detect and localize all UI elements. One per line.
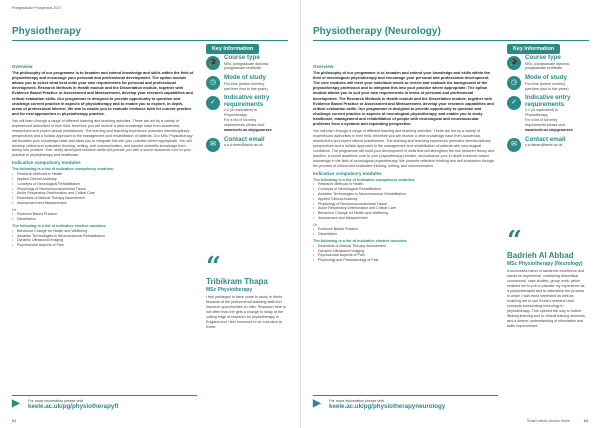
quote-role: MSc Physiotherapy: [206, 286, 253, 293]
main-column: [12, 64, 194, 250]
list-item: • Assessment and Measurement: [12, 201, 194, 206]
contact-email-link[interactable]: s.a.d.three@keele.ac.uk: [224, 143, 263, 148]
key-info-tab: Key Information: [507, 44, 560, 54]
overview-body: You will learn through a range of different learning and teaching activities. These are led by a variety of experienced authorities in their field, therefore you will receive a wide knowledge base from academics, researchers and expert clinical practitioners. The learning and teaching experience promotes interdisciplinary perspectives and a holistic approach to the management and rehabilitation of patients. Our MSc Physiotherapy will broaden your knowledge base and allow you to integrate this into your practice where appropriate. You will develop critical and evaluative thinking, writing, and communication, and transfer scientific knowledge from theory into practice. Your newly developed research skills will provide you with a sound academic core to your practice in physiotherapy and healthcare.: [12, 118, 193, 158]
list-item: • Assistive Technologies in Neuromuscular Rehabilitation: [313, 192, 495, 197]
list-item: • Applied Clinical Anatomy: [12, 177, 194, 182]
list-item: • Concepts of Neurological Rehabilitation: [313, 187, 495, 192]
more-info: [12, 395, 197, 410]
overview-heading: Overview: [313, 64, 334, 69]
footer-brand: Smart minds choose Keele: [527, 419, 570, 423]
list-item: • Applied Clinical Anatomy: [313, 197, 495, 202]
list-item: • Evidence Based Practice: [313, 227, 495, 232]
key-contact-email: ✉ Contact email s.a.dlimar@keele.ac.uk: [507, 137, 587, 148]
elective-list: [313, 244, 495, 263]
list-item: • Behaviour Change for Health and Wellbeing: [12, 229, 194, 234]
pgcourses-link[interactable]: www.keele.ac.uk/pgcourses: [224, 127, 272, 132]
modules-heading: Indicative compulsory modules: [313, 170, 382, 176]
compulsory-list-b: [313, 227, 495, 237]
list-item: • Psychosocial Aspects of Pain: [313, 253, 495, 258]
clock-icon: ◷: [507, 76, 521, 90]
list-item: • Dynamic Ultrasound Imaging: [313, 249, 495, 254]
student-quote: [206, 252, 286, 330]
list-item: • Essentials of Manual Therapy Assessment: [12, 196, 194, 201]
key-course-type: 🎓 Course type MSc, postgraduate diploma, postgraduate certificate: [206, 55, 286, 71]
list-item: • Dissertation: [313, 232, 495, 237]
key-entry-requirements: ✓ Indicative entry requirements 2:2 (or equivalent) in Physiotherapy For a list of full entry requirements please visit: www.keele.ac.uk/pgcourses: [206, 95, 286, 132]
main-column: [313, 64, 495, 265]
compulsory-list: [313, 182, 495, 220]
arrow-right-icon: ▶: [313, 398, 321, 409]
list-item: • Physiology and Pharmacology of Pain: [313, 258, 495, 263]
list-item: • Assistive Technologies in Neuromuscular Rehabilitation: [12, 234, 194, 239]
list-item: • Research Methods in Health: [313, 182, 495, 187]
list-item: • Dissertation: [12, 217, 194, 222]
page-number: 62: [12, 419, 17, 423]
list-item: • Concepts of Neurological Rehabilitation: [12, 182, 194, 187]
compulsory-list-b: [12, 212, 194, 222]
list-item: • Evidence Based Practice: [12, 212, 194, 217]
overview-lead: The philosophy of our programme is to broaden and extend your knowledge and skills within the field of neurological physiotherapy and encourage your personal and professional development. The core modules will meet your individual needs to review and evaluate the background of the physiotherapy profession and to integrate this into your practice where appropriate. The option module allows you to suit your own requirements in terms of personal and professional development. The Research Methods in Health module and the Dissertation module, together with Evidence Based Practice or Assessment and Measurement, develop your research capabilities and critical evaluation skills. Our programme is designed to provide opportunity to question and challenge current practice in aspects of neurological physiotherapy, and enable you to study healthcare, management and rehabilitation of people with neurological and neuromuscular problems from a dynamic and expanding perspective.: [313, 70, 494, 127]
title-rule: [12, 40, 288, 41]
overview-heading: Overview: [12, 64, 33, 69]
checklist-icon: ✓: [507, 96, 521, 110]
list-item: • Dynamic Ultrasound Imaging: [12, 238, 194, 243]
arrow-right-icon: ▶: [12, 398, 20, 409]
more-info-label: For more information please visit: [329, 399, 385, 403]
compulsory-intro: The following is a list of indicative compulsory modules:: [313, 177, 416, 182]
key-info-tab: Key Information: [206, 44, 259, 54]
elective-intro: The following is a list of indicative elective modules:: [12, 223, 107, 228]
elective-intro: The following is a list of indicative elective modules:: [313, 238, 408, 243]
elective-list: [12, 229, 194, 248]
key-contact-email: ✉ Contact email s.a.d.three@keele.ac.uk: [206, 137, 286, 148]
contact-email-link[interactable]: s.a.dlimar@keele.ac.uk: [525, 143, 563, 148]
page-title: Physiotherapy (Neurology): [313, 26, 441, 37]
running-head: Postgraduate Prospectus 2017: [12, 6, 62, 10]
key-mode-of-study: ◷ Mode of study Full-time (twelve months), part-time (two to five years): [206, 75, 286, 91]
student-quote: [507, 226, 587, 329]
list-item: • Acute Respiratory Deterioration and Critical Care: [12, 191, 194, 196]
list-item: • Research Methods in Health: [12, 172, 194, 177]
quote-name: Tribikram Thapa: [206, 277, 268, 286]
or-label: Or: [12, 207, 16, 212]
checklist-icon: ✓: [206, 96, 220, 110]
quote-name: Badrieh Al Abbad: [507, 251, 574, 260]
list-item: • Behaviour Change for Health and Wellbeing: [313, 211, 495, 216]
overview-lead: The philosophy of our programme is to broaden and extend knowledge and skills within the field of physiotherapy and encourage your personal and professional development. The option module allows you to select what best suits your own requirements for personal and professional development. Research Methods in Health module and the Dissertation module, together with Evidence Based Practice or Assessment and Measurement, develop your research capabilities and critical evaluation skills. Our programme is designed to provide opportunity to question and challenge current practice in aspects of physiotherapy and to enable you to explore, in depth, areas of professional interest. We aim to enable you to evaluate evidence both for current practice and for new approaches in physiotherapy practice.: [12, 70, 194, 116]
more-info-label: For more information please visit: [28, 399, 84, 403]
key-info-panel: [507, 55, 587, 152]
list-item: • Physiology of Neuromusculoskeletal Tissue: [313, 202, 495, 207]
list-item: • Physiology of Neuromusculoskeletal Tissue: [12, 187, 194, 192]
page-title: Physiotherapy: [12, 26, 81, 37]
more-info: [313, 395, 498, 410]
quote-text: I feel privileged to have come to study in Keele because of the phenomenal teaching staff and research opportunities on offer. Research here is not often that one gets a change to study at the cutting edge of research for physiotherapy in England and I feel honoured to be a student at Keele.: [206, 294, 286, 329]
overview-body: You will learn through a range of different learning and teaching activities. These are led by a variety of experienced authorities in their field, therefore you will receive a wide knowledge base from academics, researchers and expert clinical practitioners. The learning and teaching experience promotes interdisciplinary perspectives and a holistic approach to the management and rehabilitation of patients with neurological conditions. The programme will build your development of skills that will strengthen the link between theory and practice, a sound academic core to your physiotherapy practice, and advance your in depth evidence based knowledge in the field of neurological physiotherapy. We promote reflective thinking and self-evaluation through the process of critical and evaluative thinking, writing, and communication.: [313, 129, 495, 168]
right-page: [300, 0, 600, 428]
key-course-type: 🎓 Course type MSc, postgraduate diploma, postgraduate certificate: [507, 55, 587, 71]
quote-role: MSc Physiotherapy (Neurology): [507, 260, 583, 267]
list-item: • Essentials of Manual Therapy Assessment: [313, 244, 495, 249]
list-item: • Psychosocial Aspects of Pain: [12, 243, 194, 248]
graduation-cap-icon: 🎓: [507, 56, 521, 70]
envelope-icon: ✉: [507, 138, 521, 152]
pgcourses-link[interactable]: www.keele.ac.uk/pgcourses: [525, 127, 573, 132]
or-label: Or: [313, 222, 317, 227]
quote-mark-icon: “: [206, 252, 221, 282]
modules-heading: Indicative compulsory modules: [12, 160, 81, 166]
key-entry-requirements: ✓ Indicative entry requirements 2:2 (or equivalent) in Physiotherapy For a list of full entry requirements please visit: www.keele.ac.uk/pgcourses: [507, 95, 587, 132]
list-item: • Acute Respiratory Deterioration and Critical Care: [313, 206, 495, 211]
more-info-link[interactable]: keele.ac.uk/pg/physiotherapyneurology: [329, 403, 446, 410]
key-info-panel: [206, 55, 286, 152]
more-info-link[interactable]: keele.ac.uk/pg/physiotherapyft: [28, 403, 119, 410]
title-rule: [313, 40, 589, 41]
graduation-cap-icon: 🎓: [206, 56, 220, 70]
page-number: 63: [583, 419, 588, 423]
list-item: • Assessment and Measurement: [313, 216, 495, 221]
compulsory-list: [12, 172, 194, 205]
quote-text: A successful blend of academic excellence and hands on experience, combining theoretical coursework, case studies, group work, which enabled me to put to practise my experience as a physiotherapist and to rationalise the process in which I was most interested as well as enabling me to use Keele's research and concepts surrounding neurology in physiotherapy. This opened the way to further lifelong learning and to clinical training sessions, and a deeper understanding of stimulation and skills improvement.: [507, 268, 586, 328]
envelope-icon: ✉: [206, 138, 220, 152]
quote-mark-icon: “: [507, 226, 522, 256]
key-mode-of-study: ◷ Mode of study Full-time (twelve months), part-time (two to five years): [507, 75, 587, 91]
compulsory-intro: The following is a list of indicative compulsory modules:: [12, 167, 115, 172]
clock-icon: ◷: [206, 76, 220, 90]
